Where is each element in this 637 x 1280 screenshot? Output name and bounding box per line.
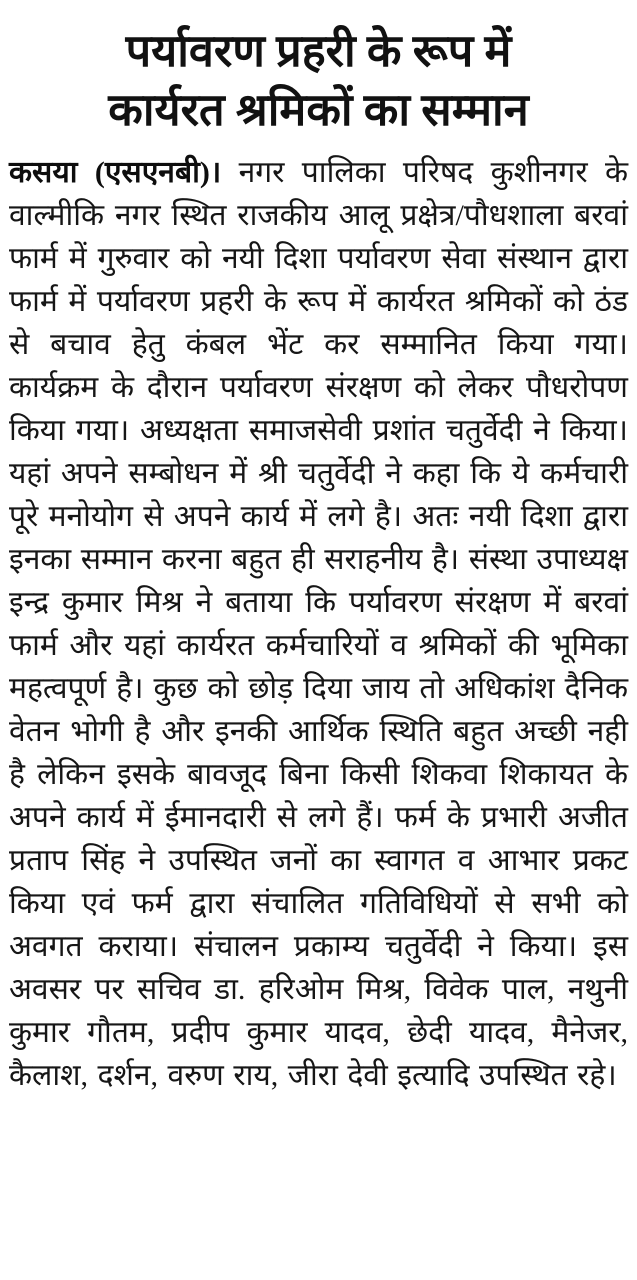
headline-line-2: कार्यरत श्रमिकों का सम्मान: [108, 85, 529, 136]
dateline: कसया (एसएनबी)।: [9, 155, 222, 189]
article-headline: [9, 22, 628, 141]
headline-line-1: पर्यावरण प्रहरी के रूप में: [125, 26, 512, 76]
article-body: [9, 151, 628, 1097]
body-text: नगर पालिका परिषद कुशीनगर के वाल्मीकि नगर स्थित राजकीय आलू प्रक्षेत्र/पौधशाला बरवां फार्म में गुरुवार को नयी दिशा पर्यावरण सेवा संस्थान द्वारा फार्म में पर्यावरण प्रहरी के रूप में कार्यरत श्रमिकों को ठंड से बचाव हेतु कंबल भेंट कर सम्मानित किया गया। कार्यक्रम के दौरान पर्यावरण संरक्षण को लेकर पौधरोपण किया गया। अध्यक्षता समाजसेवी प्रशांत चतुर्वेदी ने किया। यहां अपने सम्बोधन में श्री चतुर्वेदी ने कहा कि ये कर्मचारी पूरे मनोयोग से अपने कार्य में लगे है। अतः नयी दिशा द्वारा इनका सम्मान करना बहुत ही सराहनीय है। संस्था उपाध्यक्ष इन्द्र कुमार मिश्र ने बताया कि पर्यावरण संरक्षण में बरवां फार्म और यहां कार्यरत कर्मचारियों व श्रमिकों की भूमिका महत्वपूर्ण है। कुछ को छोड़ दिया जाय तो अधिकांश दैनिक वेतन भोगी है और इनकी आर्थिक स्थिति बहुत अच्छी नही है लेकिन इसके बावजूद बिना किसी शिकवा शिकायत के अपने कार्य में ईमानदारी से लगे हैं। फर्म के प्रभारी अजीत प्रताप सिंह ने उपस्थित जनों का स्वागत व आभार प्रकट किया एवं फर्म द्वारा संचालित गतिविधियों से सभी को अवगत कराया। संचालन प्रकाम्य चतुर्वेदी ने किया। इस अवसर पर सचिव डा. हरिओम मिश्र, विवेक पाल, नथुनी कुमार गौतम, प्रदीप कुमार यादव, छेदी यादव, मैनेजर, कैलाश, दर्शन, वरुण राय, जीरा देवी इत्यादि उपस्थित रहे।: [9, 155, 629, 1092]
